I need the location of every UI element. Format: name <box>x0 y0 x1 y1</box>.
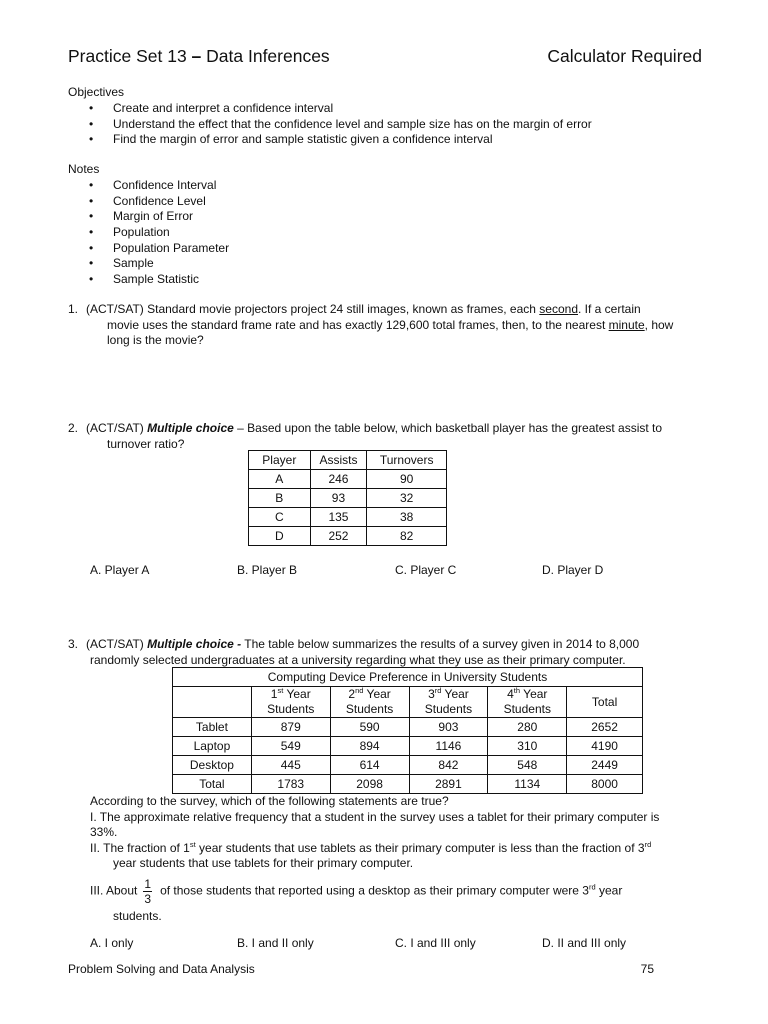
table-cell: 38 <box>367 508 447 527</box>
statement-3: III. About $\frac{1}{3}$ of those students that reported using a desktop as their primary computer were 3rd year students. <box>90 876 623 923</box>
objectives-list <box>68 101 592 148</box>
table-cell: 135 <box>310 508 367 527</box>
objectives-label: Objectives <box>68 85 125 99</box>
table-cell: 310 <box>488 737 567 756</box>
page-number: 75 <box>640 962 654 976</box>
question-3 <box>68 637 708 668</box>
table-cell: 590 <box>330 718 409 737</box>
list-item: • Population Parameter <box>68 241 229 257</box>
table-cell: 445 <box>251 756 330 775</box>
table-row <box>249 527 447 546</box>
header-cell: 1st Year Students <box>251 687 330 718</box>
choice-d[interactable]: D. II and III only <box>542 936 627 950</box>
header-cell: Total <box>567 687 643 718</box>
table-cell: 549 <box>251 737 330 756</box>
table-header-row <box>249 451 447 470</box>
choice-b[interactable]: B. Player B <box>237 563 298 577</box>
page-header <box>68 45 702 67</box>
table-cell: A <box>249 470 311 489</box>
table-cell: 842 <box>409 756 488 775</box>
page-footer <box>68 962 654 978</box>
table-cell: 614 <box>330 756 409 775</box>
table-cell: 90 <box>367 470 447 489</box>
assist-turnover-table <box>248 450 447 546</box>
table-cell: 1134 <box>488 775 567 794</box>
table-cell: 32 <box>367 489 447 508</box>
question-1-text: (ACT/SAT) Standard movie projectors project 24 still images, known as frames, each second. If a certain movie uses the standard frame rate and has exactly 129,600 total frames, then, to the nearest minute, how long is the movie? <box>86 302 674 347</box>
table-cell: Desktop <box>173 756 252 775</box>
table-cell: 1783 <box>251 775 330 794</box>
notes-list <box>68 178 229 288</box>
table-cell: C <box>249 508 311 527</box>
question-3-choices <box>90 936 710 952</box>
list-item: • Confidence Interval <box>68 178 229 194</box>
table-row <box>249 508 447 527</box>
list-item: • Find the margin of error and sample statistic given a confidence interval <box>68 132 592 148</box>
choice-b[interactable]: B. I and II only <box>237 936 314 950</box>
question-3-statements <box>90 794 700 924</box>
choice-a[interactable]: A. Player A <box>90 563 150 577</box>
list-item: • Create and interpret a confidence interval <box>68 101 592 117</box>
table-row <box>173 718 643 737</box>
statement-1: I. The approximate relative frequency that a student in the survey uses a tablet for their primary computer is 33%. <box>90 809 660 839</box>
table-cell: Total <box>173 775 252 794</box>
choice-d[interactable]: D. Player D <box>542 563 604 577</box>
notes-label: Notes <box>68 162 100 176</box>
question-2-text: (ACT/SAT) Multiple choice – Based upon the table below, which basketball player has the greatest assist to turnover ratio? <box>86 421 663 451</box>
statement-2: II. The fraction of 1st year students that use tablets as their primary computer is less than the fraction of 3rd year students that use tablets for their primary computer. <box>90 839 652 870</box>
table-cell: Tablet <box>173 718 252 737</box>
table-cell: 4190 <box>567 737 643 756</box>
list-item: • Understand the effect that the confidence level and sample size has on the margin of error <box>68 117 592 133</box>
header-cell: 2nd Year Students <box>330 687 409 718</box>
table-cell: 252 <box>310 527 367 546</box>
question-number: 3. <box>68 637 79 651</box>
header-cell: Player <box>249 451 311 470</box>
calculator-note: Calculator Required <box>547 46 702 66</box>
question-number: 1. <box>68 302 79 316</box>
header-cell: 3rd Year Students <box>409 687 488 718</box>
question-2-choices <box>90 563 710 579</box>
table-header-row <box>173 687 643 718</box>
table-row <box>249 470 447 489</box>
header-cell: Assists <box>310 451 367 470</box>
table-cell: 2449 <box>567 756 643 775</box>
list-item: • Confidence Level <box>68 194 229 210</box>
choice-c[interactable]: C. Player C <box>395 563 457 577</box>
question-2 <box>68 421 708 452</box>
table-row <box>173 737 643 756</box>
table-cell: 894 <box>330 737 409 756</box>
header-cell: 4th Year Students <box>488 687 567 718</box>
device-preference-table <box>172 667 643 794</box>
table-row <box>173 775 643 794</box>
choice-c[interactable]: C. I and III only <box>395 936 476 950</box>
table-cell: B <box>249 489 311 508</box>
table-cell: 2652 <box>567 718 643 737</box>
question-number: 2. <box>68 421 79 435</box>
question-3-text: (ACT/SAT) Multiple choice - The table below summarizes the results of a survey given in 2014 to 8,000 randomly selected undergraduates at a university regarding what they use as their primary computer. <box>86 637 640 667</box>
list-item: • Margin of Error <box>68 209 229 225</box>
choice-a[interactable]: A. I only <box>90 936 134 950</box>
table-cell: 246 <box>310 470 367 489</box>
footer-section: Problem Solving and Data Analysis <box>68 962 255 976</box>
table-cell: 548 <box>488 756 567 775</box>
one-third-fraction: $\frac{1}{3}$ <box>144 876 152 906</box>
table-row <box>173 756 643 775</box>
table-cell: 8000 <box>567 775 643 794</box>
list-item: • Population <box>68 225 229 241</box>
header-cell: Turnovers <box>367 451 447 470</box>
list-item: • Sample <box>68 256 229 272</box>
table-cell: 879 <box>251 718 330 737</box>
table-caption: Computing Device Preference in University Students <box>173 668 643 687</box>
table-cell: 280 <box>488 718 567 737</box>
table-cell: 93 <box>310 489 367 508</box>
table-cell: 82 <box>367 527 447 546</box>
question-1 <box>68 302 708 349</box>
according-text: According to the survey, which of the following statements are true? <box>90 794 449 808</box>
table-row <box>249 489 447 508</box>
table-cell: 1146 <box>409 737 488 756</box>
page-title: Practice Set 13 – Data Inferences <box>68 46 330 66</box>
table-cell: 2891 <box>409 775 488 794</box>
list-item: • Sample Statistic <box>68 272 229 288</box>
empty-header-cell <box>173 687 252 718</box>
table-cell: 2098 <box>330 775 409 794</box>
table-cell: D <box>249 527 311 546</box>
table-caption-row <box>173 668 643 687</box>
table-cell: 903 <box>409 718 488 737</box>
table-cell: Laptop <box>173 737 252 756</box>
